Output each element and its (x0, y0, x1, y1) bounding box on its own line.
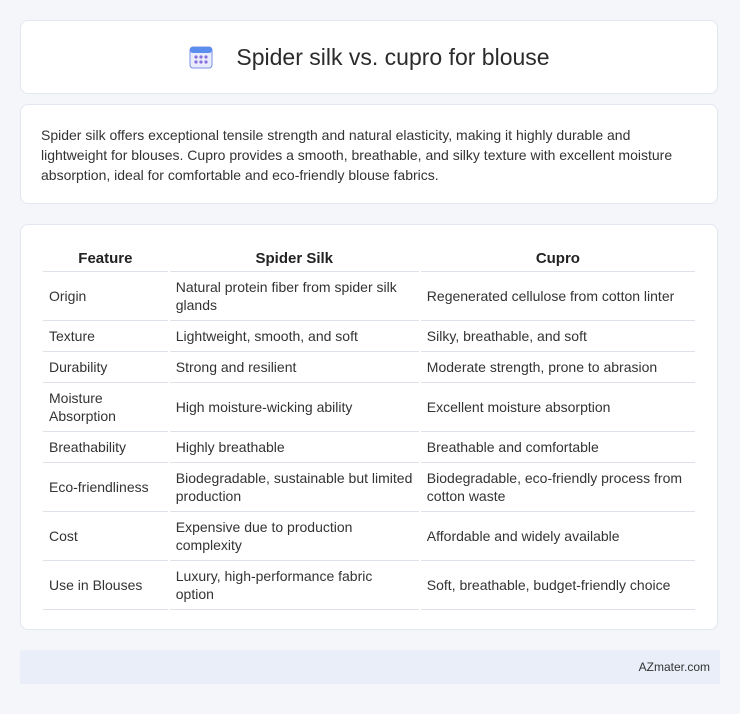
page-title: Spider silk vs. cupro for blouse (236, 43, 550, 70)
row-feature: Moisture Absorption (43, 383, 168, 432)
row-cupro: Regenerated cellulose from cotton linter (421, 272, 695, 321)
header-spider-silk: Spider Silk (170, 245, 419, 272)
row-feature: Eco-friendliness (43, 463, 168, 512)
row-feature: Texture (43, 321, 168, 352)
comparison-card (20, 224, 718, 630)
summary-text: Spider silk offers exceptional tensile strength and natural elasticity, making it highly durable and lightweight for blouses. Cupro provides a smooth, breathable, and silky texture with excellent moisture absorption, ideal for comfortable and eco-friendly blouse fabrics. (41, 127, 673, 183)
table-row (43, 432, 695, 463)
row-feature: Use in Blouses (43, 561, 168, 610)
table-row (43, 512, 695, 561)
row-cupro: Breathable and comfortable (421, 432, 695, 463)
table-row (43, 272, 695, 321)
row-cupro: Moderate strength, prone to abrasion (421, 352, 695, 383)
row-cupro: Biodegradable, eco-friendly process from cotton waste (421, 463, 695, 512)
row-spider-silk: Lightweight, smooth, and soft (170, 321, 419, 352)
table-row (43, 561, 695, 610)
row-feature: Durability (43, 352, 168, 383)
row-cupro: Silky, breathable, and soft (421, 321, 695, 352)
row-cupro: Excellent moisture absorption (421, 383, 695, 432)
row-spider-silk: Strong and resilient (170, 352, 419, 383)
row-feature: Breathability (43, 432, 168, 463)
footer-site-link[interactable]: AZmater.com (638, 660, 710, 674)
row-spider-silk: Luxury, high-performance fabric option (170, 561, 419, 610)
table-row (43, 463, 695, 512)
row-cupro: Soft, breathable, budget-friendly choice (421, 561, 695, 610)
calendar-icon (188, 44, 214, 70)
row-feature: Cost (43, 512, 168, 561)
summary-card (20, 104, 718, 204)
footer-bar (20, 650, 720, 684)
row-spider-silk: Highly breathable (170, 432, 419, 463)
row-spider-silk: Biodegradable, sustainable but limited production (170, 463, 419, 512)
table-header-row (43, 245, 695, 272)
row-cupro: Affordable and widely available (421, 512, 695, 561)
row-feature: Origin (43, 272, 168, 321)
table-row (43, 383, 695, 432)
row-spider-silk: Natural protein fiber from spider silk glands (170, 272, 419, 321)
header-feature: Feature (43, 245, 168, 272)
comparison-table (41, 245, 697, 610)
title-card (20, 20, 718, 94)
table-row (43, 352, 695, 383)
table-row (43, 321, 695, 352)
header-cupro: Cupro (421, 245, 695, 272)
row-spider-silk: Expensive due to production complexity (170, 512, 419, 561)
row-spider-silk: High moisture-wicking ability (170, 383, 419, 432)
